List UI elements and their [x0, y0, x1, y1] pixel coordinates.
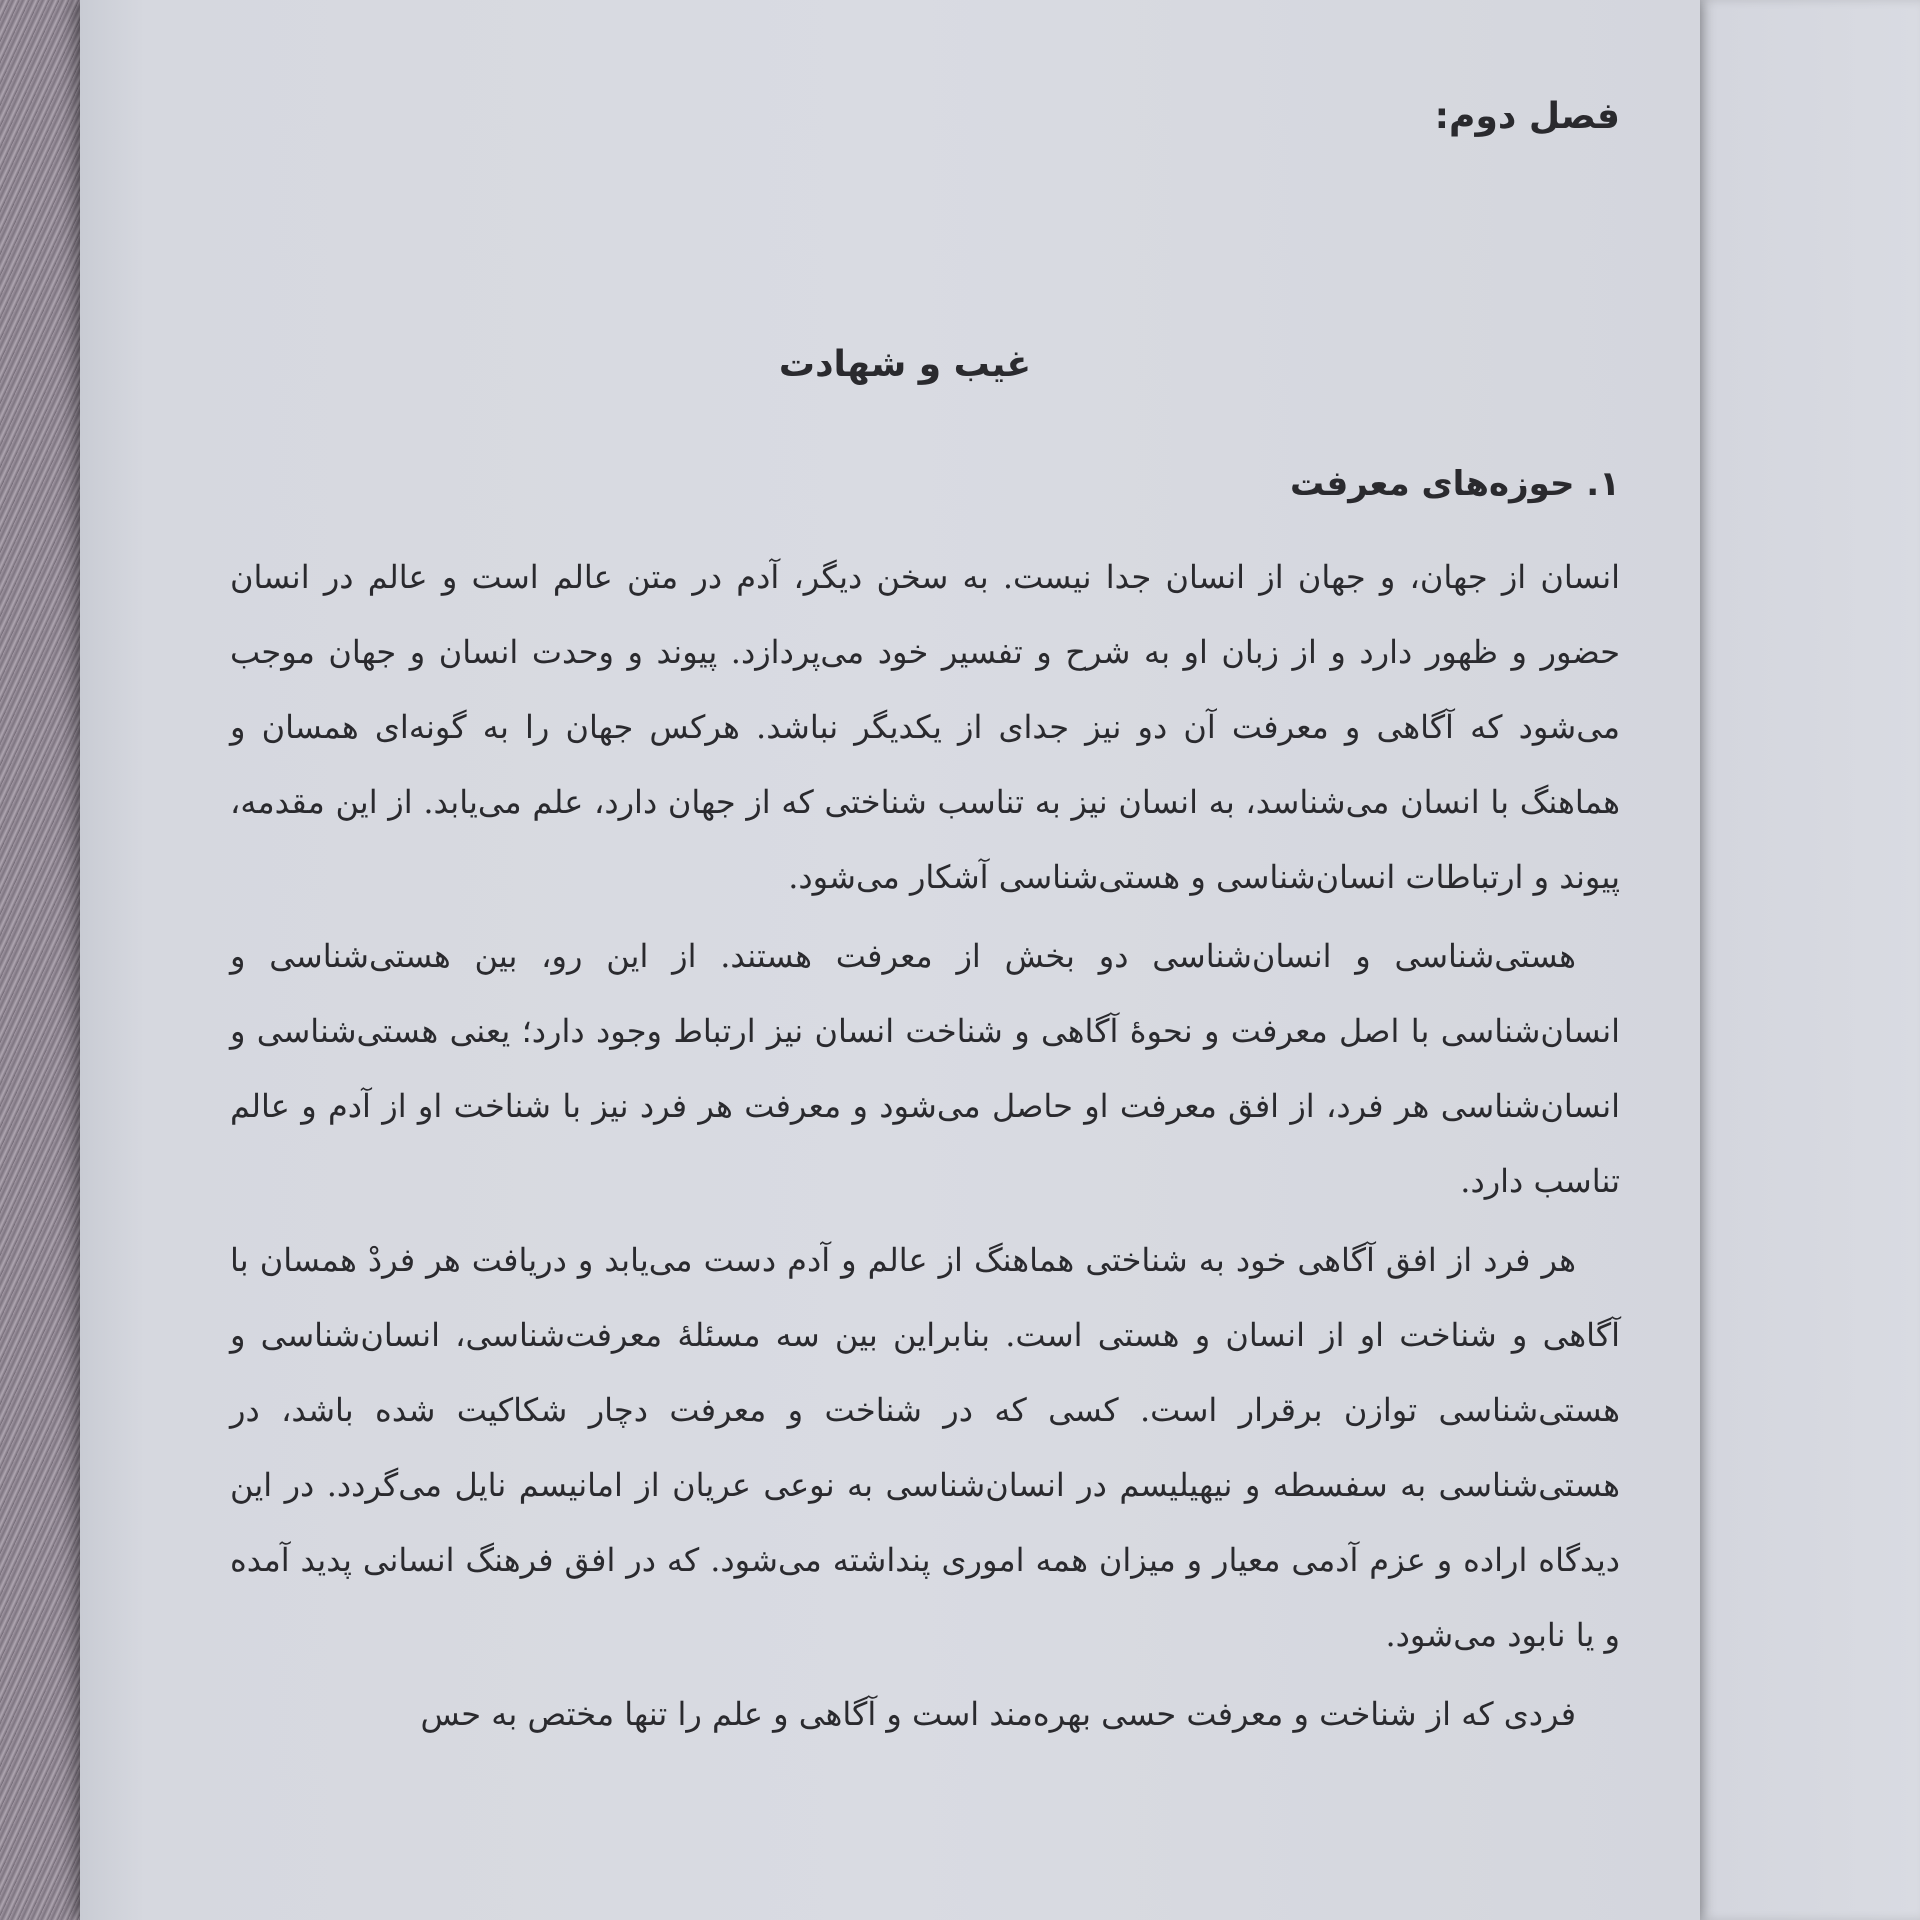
book-page	[80, 0, 1700, 1920]
underlying-page-edge	[1680, 0, 1920, 1920]
paragraph-3: هر فرد از افق آگاهی خود به شناختی هماهنگ از عالم و آدم دست می‌یابد و دریافت هر فردْ همسان با آگاهی و شناخت او از انسان و هستی است. بنابراین بین سه مسئلهٔ معرفت‌شناسی، انسان‌شناسی و هستی‌شناسی توازن برقرار است. کسی که در شناخت و معرفت دچار شکاکیت شده باشد، در هستی‌شناسی به سفسطه و نیهیلیسم در انسان‌شناسی به نوعی عریان از امانیسم نایل می‌گردد. در این دیدگاه اراده و عزم آدمی معیار و میزان همه اموری پنداشته می‌شود. که در افق فرهنگ انسانی پدید آمده و یا نابود می‌شود.	[230, 1241, 1621, 1654]
body-text	[230, 540, 1620, 1756]
paragraph-1: انسان از جهان، و جهان از انسان جدا نیست. به سخن دیگر، آدم در متن عالم است و عالم در انسان حضور و ظهور دارد و از زبان او به شرح و تفسیر خود می‌پردازد. پیوند و وحدت انسان و جهان موجب می‌شود که آگاهی و معرفت آن دو نیز جدای از یکدیگر نباشد. هرکس جهان را به گونه‌ای همسان و هماهنگ با انسان می‌شناسد، به انسان نیز به تناسب شناختی که از جهان دارد، علم می‌یابد. از این مقدمه، پیوند و ارتباطات انسان‌شناسی و هستی‌شناسی آشکار می‌شود.	[230, 558, 1621, 896]
paragraph-2: هستی‌شناسی و انسان‌شناسی دو بخش از معرفت هستند. از این رو، بین هستی‌شناسی و انسان‌شناسی با اصل معرفت و نحوهٔ آگاهی و شناخت انسان نیز ارتباط وجود دارد؛ یعنی هستی‌شناسی و انسان‌شناسی هر فرد، از افق معرفت او حاصل می‌شود و معرفت هر فرد نیز با شناخت او از آدم و عالم تناسب دارد.	[230, 937, 1621, 1200]
paragraph-4: فردی که از شناخت و معرفت حسی بهره‌مند است و آگاهی و علم را تنها مختص به حس	[420, 1695, 1576, 1733]
chapter-heading: فصل دوم:	[1434, 96, 1620, 137]
page-title: غیب و شهادت	[778, 344, 1032, 385]
section-heading: ۱. حوزه‌های معرفت	[1290, 464, 1620, 504]
